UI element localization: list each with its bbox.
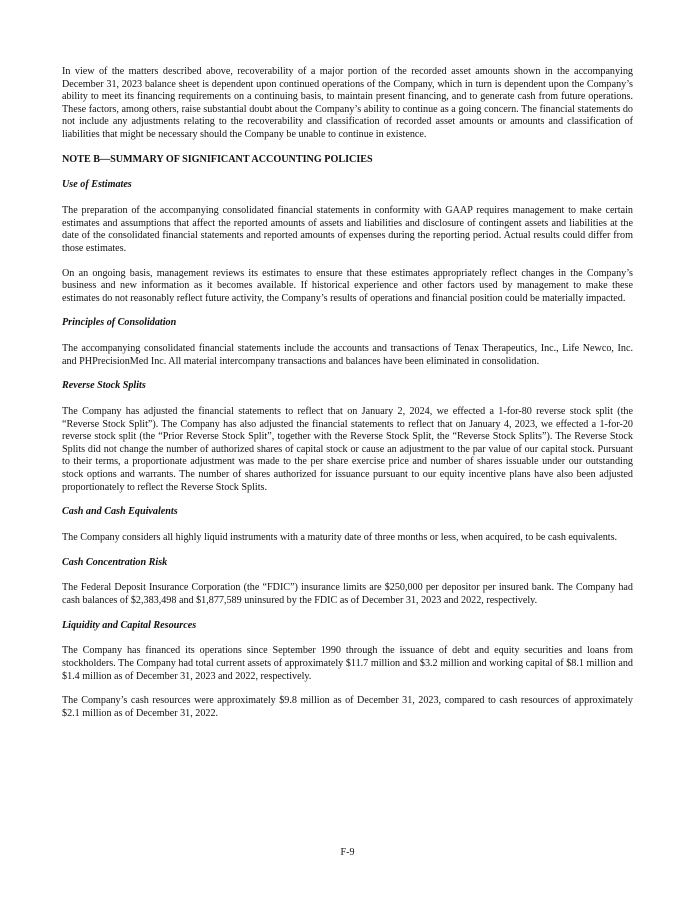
section-heading-use-of-estimates: Use of Estimates: [62, 179, 132, 191]
paragraph-principles-of-consolidation: The accompanying consolidated financial statements include the accounts and transactions of Tenax Therapeutics, Inc., Life Newco, Inc. and PHPrecisionMed Inc. All material intercompany transactions and balances have been eliminated in consolidation.: [62, 343, 633, 367]
section-heading-cash-concentration-risk: Cash Concentration Risk: [62, 556, 168, 568]
paragraph-use-of-estimates-1: The preparation of the accompanying consolidated financial statements in conformity with GAAP requires management to make certain estimates and assumptions that affect the reported amounts of assets and liabilities and disclosure of contingent assets and liabilities at the date of the consolidated financial statements and reported amounts of expenses during the reporting period. Actual results could differ from those estimates.: [62, 204, 633, 254]
paragraph-reverse-stock-splits: The Company has adjusted the financial statements to reflect that on January 2, 2024, we effected a 1-for-80 reverse stock split (the “Reverse Stock Split”). The Company has also adjusted the financial statements to reflect that on January 4, 2023, we effected a 1-for-20 reverse stock split (the “Prior Reverse Stock Split”, together with the Reverse Stock Split, the “Reverse Stock Splits”). The Reverse Stock Splits did not change the number of authorized shares of capital stock or cause an adjustment to the par value of our capital stock. Pursuant to their terms, a proportionate adjustment was made to the per share exercise price and number of shares issuable under our outstanding stock options and warrants. The number of shares authorized for issuance pursuant to our equity incentive plans have also been adjusted proportionately to reflect the Reverse Stock Splits.: [62, 406, 633, 493]
paragraph-liquidity-1: The Company has financed its operations since September 1990 through the issuance of debt and equity securities and loans from stockholders. The Company had total current assets of approximately $11.7 million and $3.2 million and working capital of $8.1 million and $1.4 million as of December 31, 2023 and 2022, respectively.: [62, 645, 633, 682]
page-number: F-9: [340, 847, 355, 858]
section-heading-cash-equivalents: Cash and Cash Equivalents: [62, 506, 178, 518]
section-heading-liquidity: Liquidity and Capital Resources: [62, 619, 197, 631]
intro-paragraph: In view of the matters described above, recoverability of a major portion of the recorded asset amounts shown in the accompanying December 31, 2023 balance sheet is dependent upon continued operations of the Company, which in turn is dependent upon the Company’s ability to meet its financing requirements on a continuing basis, to maintain present financing, and to generate cash from future operations. These factors, among others, raise substantial doubt about the Company’s ability to continue as a going concern. The financial statements do not include any adjustments relating to the recoverability and classification of recorded asset amounts or amounts and classification of liabilities that might be necessary should the Company be unable to continue in existence.: [62, 66, 633, 140]
note-heading: NOTE B—SUMMARY OF SIGNIFICANT ACCOUNTING POLICIES: [62, 153, 373, 165]
paragraph-use-of-estimates-2: On an ongoing basis, management reviews its estimates to ensure that these estimates appropriately reflect changes in the Company’s business and new information as it becomes available. If historical experience and other factors used by management to make these estimates do not reasonably reflect future activity, the Company’s results of operations and financial position could be materially impacted.: [62, 267, 633, 304]
paragraph-cash-equivalents: The Company considers all highly liquid instruments with a maturity date of three months or less, when acquired, to be cash equivalents.: [62, 531, 618, 543]
section-heading-reverse-stock-splits: Reverse Stock Splits: [62, 380, 146, 392]
paragraph-cash-concentration-risk: The Federal Deposit Insurance Corporation (the “FDIC”) insurance limits are $250,000 per depositor per insured bank. The Company had cash balances of $2,383,498 and $1,877,589 uninsured by the FDIC as of December 31, 2023 and 2022, respectively.: [62, 582, 633, 606]
paragraph-liquidity-2: The Company’s cash resources were approximately $9.8 million as of December 31, 2023, compared to cash resources of approximately $2.1 million as of December 31, 2022.: [62, 695, 633, 719]
section-heading-principles-of-consolidation: Principles of Consolidation: [62, 317, 177, 329]
